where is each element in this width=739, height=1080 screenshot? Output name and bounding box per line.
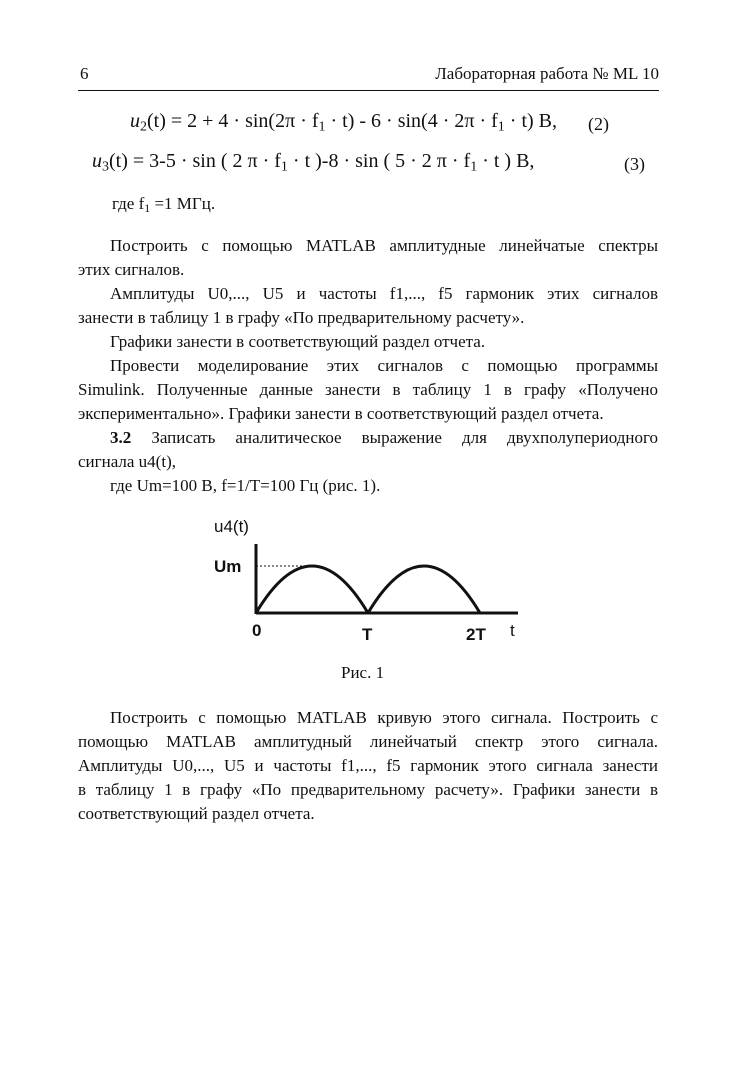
figure-rectified-sine — [200, 512, 530, 662]
equation-2: $u_2(t) = 2 + 4 \cdot \sin(2\pi \cdot f_1 \cdot t) - 6 \cdot \sin(4 \cdot 2\pi \cdot f_1 \cdot t)$ В, — [130, 110, 558, 135]
section3-text — [78, 706, 658, 826]
equation-2-number: (2) — [588, 114, 609, 134]
text-line: занести в таблицу 1 в графу «По предварительному расчету». — [78, 308, 525, 327]
figure-caption: Рис. 1 — [341, 663, 385, 682]
half-wave-1 — [256, 566, 368, 613]
section1-text — [78, 234, 658, 426]
text-line: 3.2 Записать аналитическое выражение для двухполупериодного — [110, 428, 658, 447]
text-line: Амплитуды U0,..., U5 и частоты f1,..., f5 гармоник этого сигнала занести — [78, 756, 658, 775]
frequency-note: где $f_1 =1$ МГц. — [112, 194, 216, 215]
equation-3-number: (3) — [624, 154, 645, 174]
two-t-label: 2T — [466, 625, 486, 644]
header-rule — [78, 90, 659, 91]
text-line: Амплитуды U0,..., U5 и частоты f1,..., f5 гармоник этих сигналов — [110, 284, 658, 303]
um-label: Um — [214, 557, 242, 576]
text-line: Построить с помощью MATLAB амплитудные линейчатые спектры — [110, 236, 658, 255]
y-axis-label: u4(t) — [214, 517, 249, 536]
text-line: Провести моделирование этих сигналов с помощью программы — [110, 356, 658, 375]
text-line: где Um=100 В, f=1/T=100 Гц (рис. 1). — [110, 476, 381, 495]
text-line: помощью MATLAB амплитудный линейчатый спектр этого сигнала. — [78, 732, 658, 751]
text-line: Построить с помощью MATLAB кривую этого сигнала. Построить с — [110, 708, 658, 727]
text-line: Графики занести в соответствующий раздел отчета. — [110, 332, 486, 351]
text-line: в таблицу 1 в графу «По предварительному расчету». Графики занести в — [78, 780, 658, 799]
text-line: сигнала u4(t), — [78, 452, 176, 471]
half-wave-2 — [368, 566, 480, 613]
running-title: Лабораторная работа № ML 10 — [435, 64, 659, 83]
text-line: экспериментально». Графики занести в соответствующий раздел отчета. — [78, 404, 604, 423]
equation-3: $u_3(t) = 3-5 \cdot \sin$ ( 2 $\pi \cdot f_1 \cdot t$ )-8 · sin ( 5 · 2 $\pi \cdot f_1 \cdot t$ ) В, — [92, 150, 535, 175]
page-number: 6 — [80, 64, 89, 83]
text-line: этих сигналов. — [78, 260, 185, 279]
t-period-label: T — [362, 625, 373, 644]
section-number: 3.2 — [110, 428, 132, 447]
text-line: соответствующий раздел отчета. — [78, 804, 315, 823]
section2-text — [78, 426, 658, 498]
text-line: Simulink. Полученные данные занести в таблицу 1 в графу «Получено — [78, 380, 658, 399]
t-axis-label: t — [510, 621, 515, 640]
origin-label: 0 — [252, 621, 262, 640]
